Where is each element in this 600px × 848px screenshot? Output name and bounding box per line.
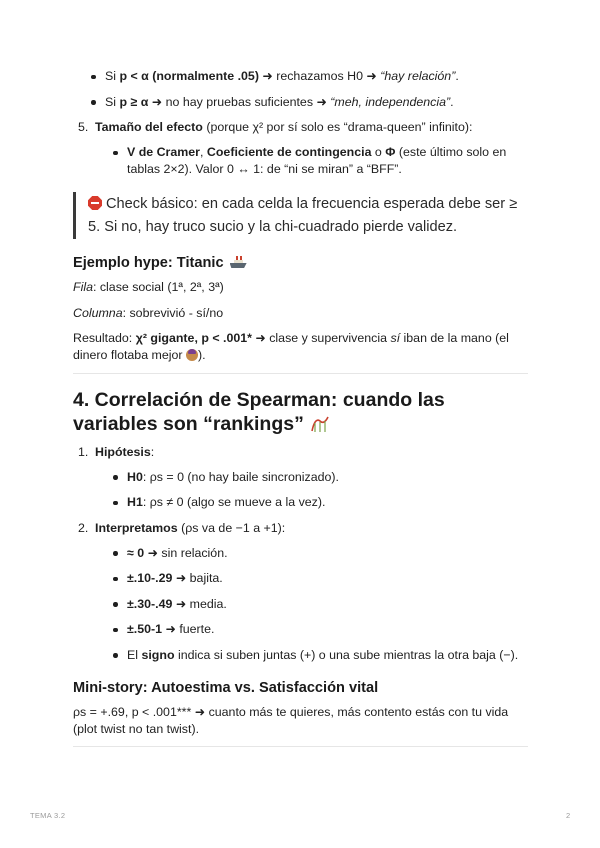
divider xyxy=(73,373,528,374)
roller-coaster-icon xyxy=(311,415,329,433)
bold-text: ±.30-.49 xyxy=(127,596,173,611)
callout-text: Check básico: en cada celda la frecuencia esperada debe ser ≥ 5. Si no, hay truco sucio y la chi-cuadrado pierde validez. xyxy=(88,196,518,235)
text: Si xyxy=(105,69,120,83)
effect-size-list xyxy=(127,144,528,178)
bold-text: H0 xyxy=(127,469,143,484)
interpretation-list xyxy=(127,545,528,664)
text: (porque χ² por sí solo es “drama-queen” infinito): xyxy=(202,120,473,134)
paragraph xyxy=(73,279,528,296)
text: , xyxy=(200,145,207,159)
section-title xyxy=(73,388,528,436)
text: . xyxy=(450,94,454,109)
list-item xyxy=(127,596,528,613)
bold-text: ±.50-1 xyxy=(127,622,163,636)
callout-block xyxy=(73,192,528,239)
list-item xyxy=(127,570,528,587)
bold-text: H1 xyxy=(127,495,143,509)
list-number: 2. xyxy=(78,520,89,535)
italic-text: Fila xyxy=(73,280,93,294)
text: ➜ rechazamos H0 ➜ xyxy=(258,69,381,83)
bold-text: ≈ 0 xyxy=(127,545,145,560)
list-number: 1. xyxy=(78,444,89,459)
italic-text: “meh, independencia” xyxy=(330,94,451,109)
page-content xyxy=(73,68,528,747)
bold-text: p ≥ α xyxy=(119,94,149,109)
heading-text: Mini-story: Autoestima vs. Satisfacción vital xyxy=(73,679,379,696)
text: . xyxy=(455,69,459,83)
bold-text: Coeficiente de contingencia xyxy=(206,145,372,159)
numbered-list-spearman xyxy=(73,444,528,664)
text: : clase social (1ª, 2ª, 3ª) xyxy=(92,280,224,294)
ship-icon xyxy=(230,256,247,268)
hypothesis-list xyxy=(127,469,528,512)
list-item xyxy=(105,94,528,111)
bold-text: Tamaño del efecto xyxy=(95,120,203,134)
text: (este último solo en tablas 2×2). Valor 0 ↔ 1: de “ni se miran” a “BFF”. xyxy=(127,145,507,176)
text: : ρs ≠ 0 (algo se mueve a la vez). xyxy=(142,495,326,509)
page-number: 2 xyxy=(566,811,571,820)
list-item xyxy=(127,469,528,486)
bold-text: Hipótesis xyxy=(95,444,151,459)
heading-text: 4. Correlación de Spearman: cuando las variables son “rankings” xyxy=(73,388,445,435)
bold-text: p < α (normalmente .05) xyxy=(119,69,259,83)
list-item xyxy=(127,621,528,638)
text: ➜ media. xyxy=(172,596,227,611)
paragraph xyxy=(73,330,528,364)
bold-text: V de Cramer xyxy=(127,145,201,159)
text: ➜ bajita. xyxy=(172,571,223,585)
decision-list xyxy=(105,68,528,111)
text: (ρs va de −1 a +1): xyxy=(177,520,286,535)
numbered-item-2 xyxy=(73,520,528,664)
bold-text: χ² gigante, p < .001* xyxy=(135,331,252,345)
paragraph xyxy=(73,305,528,322)
divider xyxy=(73,746,528,747)
text: Resultado: xyxy=(73,331,136,345)
italic-text: “hay relación” xyxy=(380,69,456,83)
paragraph: ρs = +.69, p < .001*** ➜ cuanto más te quieres, más contento estás con tu vida (plot twist no tan twist). xyxy=(73,704,509,736)
text: : sobrevivió - sí/no xyxy=(122,305,224,320)
footer-label: TEMA 3.2 xyxy=(30,811,66,820)
list-item xyxy=(127,494,528,511)
text: Si xyxy=(105,94,120,109)
list-item xyxy=(127,545,528,562)
bold-text: Interpretamos xyxy=(95,520,178,535)
bold-text: Φ xyxy=(385,145,396,159)
numbered-item-1 xyxy=(73,444,528,512)
text: indica si suben juntas (+) o una sube mientras la otra baja (−). xyxy=(174,647,519,662)
bold-text: signo xyxy=(141,647,175,662)
section-heading xyxy=(73,678,528,698)
text: ). xyxy=(197,348,206,362)
heading-text: Ejemplo hype: Titanic xyxy=(73,255,224,271)
numbered-item-5 xyxy=(73,119,528,178)
section-heading xyxy=(73,253,528,273)
text: o xyxy=(371,145,386,159)
list-item xyxy=(127,144,528,178)
bold-text: ±.10-.29 xyxy=(127,571,173,585)
italic-text: Columna xyxy=(73,305,123,320)
italic-text: sí xyxy=(390,331,401,345)
list-item xyxy=(105,68,528,85)
list-item xyxy=(127,647,528,664)
text: iban de la mano (el dinero flotaba mejor xyxy=(73,331,509,362)
text: : xyxy=(150,444,155,459)
text: : ρs = 0 (no hay baile sincronizado). xyxy=(142,469,339,484)
stop-sign-icon xyxy=(88,196,102,210)
text: ➜ no hay pruebas suficientes ➜ xyxy=(148,94,331,109)
numbered-list-effect-size xyxy=(73,119,528,178)
royal-face-icon xyxy=(186,349,198,361)
list-number: 5. xyxy=(78,120,89,134)
text: ➜ clase y supervivencia xyxy=(251,331,391,345)
text: ➜ fuerte. xyxy=(162,622,215,636)
text: ➜ sin relación. xyxy=(144,545,228,560)
text: El xyxy=(127,647,142,662)
